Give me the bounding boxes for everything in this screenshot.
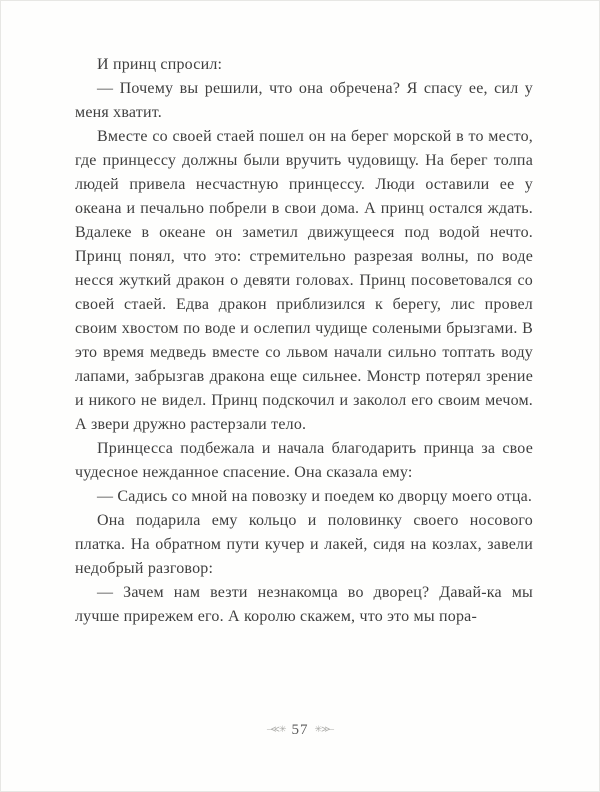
paragraph: Вместе со своей стаей пошел он на берег морской в то место, где принцессу должны были вручить чудовищу. На берег толпа людей привела несчастную принцессу. Люди оставили ее у океана и печально побрели в свои дома. А принц остался ждать. Вдалеке в океане он заметил движущееся под водой нечто. Принц понял, что это: стремительно разрезая волны, по воде несся жуткий дракон о девяти головах. Принц посоветовался со своей стаей. Едва дракон приблизился к берегу, лис провел своим хвостом по воде и ослепил чудище солеными брызгами. В это время медведь вместе со львом начали сильно топтать воду лапами, забрызгав дракона еще сильнее. Монстр потерял зрение и никого не видел. Принц подскочил и заколол его своим мечом. А звери дружно растерзали тело. xyxy=(75,128,533,433)
flourish-left-icon: –≪✳ xyxy=(267,724,286,734)
paragraph: Она подарила ему кольцо и половинку своего носового платка. На обратном пути кучер и лакей, сидя на козлах, завели недобрый разговор: xyxy=(75,512,533,577)
paragraph: — Зачем нам везти незнакомца во дворец? Давай-ка мы лучше прирежем его. А королю скажем, что это мы пора- xyxy=(75,584,533,625)
page-text xyxy=(75,53,533,629)
flourish-right-icon: ✳≫– xyxy=(314,724,333,734)
page-footer xyxy=(1,722,599,739)
paragraph: И принц спросил: xyxy=(97,56,223,73)
paragraph: — Почему вы решили, что она обречена? Я спасу ее, сил у меня хватит. xyxy=(75,80,533,121)
paragraph: — Садись со мной на повозку и поедем ко дворцу моего отца. xyxy=(97,488,533,505)
paragraph: Принцесса подбежала и начала благодарить принца за свое чудесное нежданное спасение. Она сказала ему: xyxy=(75,440,533,481)
page-number: 57 xyxy=(291,722,309,738)
